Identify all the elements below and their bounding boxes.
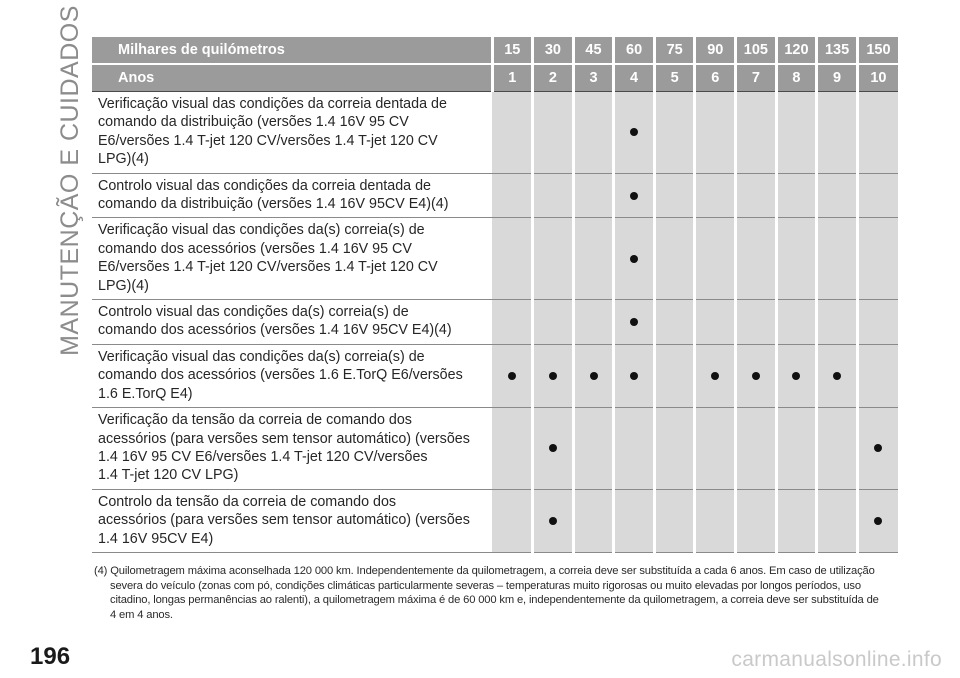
schedule-cell [654,92,695,173]
footnote-line: citadino, longas permanências ao ralenti), a quilometragem máxima é de 60 000 km e, independentemente da quilometragem, a correia deve ser substituída de [110,594,879,607]
table-row [92,344,898,407]
schedule-cell [533,489,574,552]
schedule-cell [695,173,736,218]
description-line: 1.6 E.TorQ E4) [98,385,193,402]
description-line: Controlo da tensão da correia de comando dos [98,493,397,510]
schedule-cell [492,408,533,490]
km-header-row [92,37,898,64]
schedule-cell [533,92,574,173]
table-row [92,92,898,173]
schedule-cell [695,218,736,300]
schedule-cell [654,300,695,345]
schedule-cell [492,300,533,345]
schedule-cell [695,344,736,407]
schedule-cell [695,408,736,490]
operation-description [92,218,492,300]
schedule-cell [817,344,858,407]
schedule-cell [533,173,574,218]
year-header-cell: 10 [857,64,898,92]
schedule-cell [533,218,574,300]
schedule-cell [776,173,817,218]
description-line: 1.4 16V 95 CV E6/versões 1.4 T-jet 120 CV/versões [98,448,428,465]
schedule-cell [857,408,898,490]
year-header-cell: 5 [654,64,695,92]
km-header-cell: 105 [736,37,777,64]
schedule-cell [573,173,614,218]
scheduled-dot-icon [630,255,638,263]
schedule-cell [573,408,614,490]
schedule-cell [614,173,655,218]
year-header-cell: 4 [614,64,655,92]
scheduled-dot-icon [590,372,598,380]
footnote-line [94,564,900,579]
schedule-body [92,92,898,552]
schedule-cell [695,489,736,552]
description-line: comando dos acessórios (versões 1.4 16V 95CV E4)(4) [98,322,452,339]
year-header-cell: 6 [695,64,736,92]
schedule-cell [817,489,858,552]
km-header-cell: 30 [533,37,574,64]
km-header-cell: 120 [776,37,817,64]
section-side-title [50,4,90,356]
year-header-cell: 3 [573,64,614,92]
description-line: comando da distribuição (versões 1.4 16V 95 CV [98,114,409,131]
schedule-cell [857,344,898,407]
scheduled-dot-icon [630,128,638,136]
scheduled-dot-icon [711,372,719,380]
schedule-cell [857,173,898,218]
schedule-cell [736,173,777,218]
schedule-cell [817,218,858,300]
schedule-cell [654,173,695,218]
schedule-cell [654,489,695,552]
description-line: 1.4 16V 95CV E4) [98,530,214,547]
footnote [94,564,900,622]
years-header-label: Anos [92,64,492,92]
scheduled-dot-icon [792,372,800,380]
schedule-cell [695,300,736,345]
schedule-cell [573,300,614,345]
table-row [92,408,898,490]
schedule-cell [533,300,574,345]
scheduled-dot-icon [508,372,516,380]
schedule-cell [492,173,533,218]
operation-description [92,344,492,407]
km-header-cell: 135 [817,37,858,64]
description-line: Verificação visual das condições da correia dentada de [98,96,447,112]
schedule-cell [492,489,533,552]
schedule-cell [614,489,655,552]
km-header-cell: 75 [654,37,695,64]
table-row [92,173,898,218]
description-line: Verificação visual das condições da(s) correia(s) de [98,222,425,239]
schedule-cell [573,92,614,173]
description-line: Controlo visual das condições da(s) correia(s) de [98,304,409,321]
schedule-cell [776,300,817,345]
description-line: acessórios (para versões sem tensor automático) (versões [98,430,470,447]
schedule-cell [492,344,533,407]
scheduled-dot-icon [874,444,882,452]
description-line: comando da distribuição (versões 1.4 16V 95CV E4)(4) [98,196,449,213]
year-header-cell: 2 [533,64,574,92]
schedule-cell [736,344,777,407]
km-header-cell: 150 [857,37,898,64]
table-row [92,300,898,345]
description-line: Verificação da tensão da correia de comando dos [98,412,412,429]
schedule-cell [573,218,614,300]
km-header-cell: 60 [614,37,655,64]
scheduled-dot-icon [549,517,557,525]
schedule-cell [776,218,817,300]
scheduled-dot-icon [833,372,841,380]
scheduled-dot-icon [630,192,638,200]
schedule-cell [695,92,736,173]
footnote-line: severa do veículo (zonas com pó, condições climáticas particularmente severas – temperaturas muito rigorosas ou muito elevadas por longos períodos, uso [110,579,861,592]
table-row [92,489,898,552]
schedule-cell [614,408,655,490]
footnote-text: Quilometragem máxima aconselhada 120 000 km. Independentemente da quilometragem, a correia deve ser substituída a cada 6 anos. Em caso de utilização [110,565,875,577]
description-line: E6/versões 1.4 T-jet 120 CV/versões 1.4 T-jet 120 CV [98,259,438,276]
scheduled-dot-icon [752,372,760,380]
operation-description [92,489,492,552]
schedule-cell [614,92,655,173]
schedule-cell [817,92,858,173]
description-line: LPG)(4) [98,151,149,168]
schedule-cell [817,173,858,218]
operation-description [92,408,492,490]
year-header-cell: 9 [817,64,858,92]
schedule-cell [857,300,898,345]
km-header-cell: 90 [695,37,736,64]
schedule-cell [614,218,655,300]
operation-description [92,92,492,173]
schedule-cell [817,300,858,345]
scheduled-dot-icon [630,318,638,326]
schedule-cell [614,300,655,345]
table-row [92,218,898,300]
schedule-cell [492,218,533,300]
description-line: LPG)(4) [98,277,149,294]
km-header-cell: 15 [492,37,533,64]
description-line: Verificação visual das condições da(s) correia(s) de [98,348,425,365]
schedule-cell [573,489,614,552]
watermark: carmanualsonline.info [731,648,942,671]
schedule-cell [776,344,817,407]
schedule-cell [533,408,574,490]
schedule-cell [614,344,655,407]
footnote-marker: (4) [94,565,108,577]
footnote-line: 4 em 4 anos. [110,608,173,621]
schedule-cell [573,344,614,407]
schedule-cell [857,218,898,300]
schedule-cell [776,92,817,173]
operation-description [92,173,492,218]
schedule-cell [857,489,898,552]
section-side-title-text: MANUTENÇÃO E CUIDADOS [55,4,84,356]
description-line: 1.4 T-jet 120 CV LPG) [98,467,239,484]
description-line: Controlo visual das condições da correia dentada de [98,177,432,194]
scheduled-dot-icon [630,372,638,380]
schedule-cell [857,92,898,173]
schedule-cell [654,408,695,490]
schedule-cell [654,344,695,407]
km-header-cell: 45 [573,37,614,64]
years-header-row [92,64,898,92]
km-header-label: Milhares de quilómetros [92,37,492,64]
description-line: acessórios (para versões sem tensor automático) (versões [98,512,470,529]
scheduled-dot-icon [549,444,557,452]
schedule-cell [736,408,777,490]
schedule-cell [654,218,695,300]
schedule-cell [736,300,777,345]
schedule-cell [776,408,817,490]
year-header-cell: 7 [736,64,777,92]
description-line: comando dos acessórios (versões 1.6 E.TorQ E6/versões [98,367,463,384]
scheduled-dot-icon [549,372,557,380]
description-line: comando dos acessórios (versões 1.4 16V 95 CV [98,240,412,257]
schedule-cell [776,489,817,552]
operation-description [92,300,492,345]
schedule-cell [533,344,574,407]
year-header-cell: 8 [776,64,817,92]
schedule-cell [736,489,777,552]
schedule-cell [817,408,858,490]
scheduled-dot-icon [874,517,882,525]
year-header-cell: 1 [492,64,533,92]
schedule-cell [492,92,533,173]
schedule-cell [736,92,777,173]
maintenance-schedule-table [92,37,898,553]
description-line: E6/versões 1.4 T-jet 120 CV/versões 1.4 T-jet 120 CV [98,132,438,149]
schedule-cell [736,218,777,300]
page-number: 196 [30,643,71,670]
